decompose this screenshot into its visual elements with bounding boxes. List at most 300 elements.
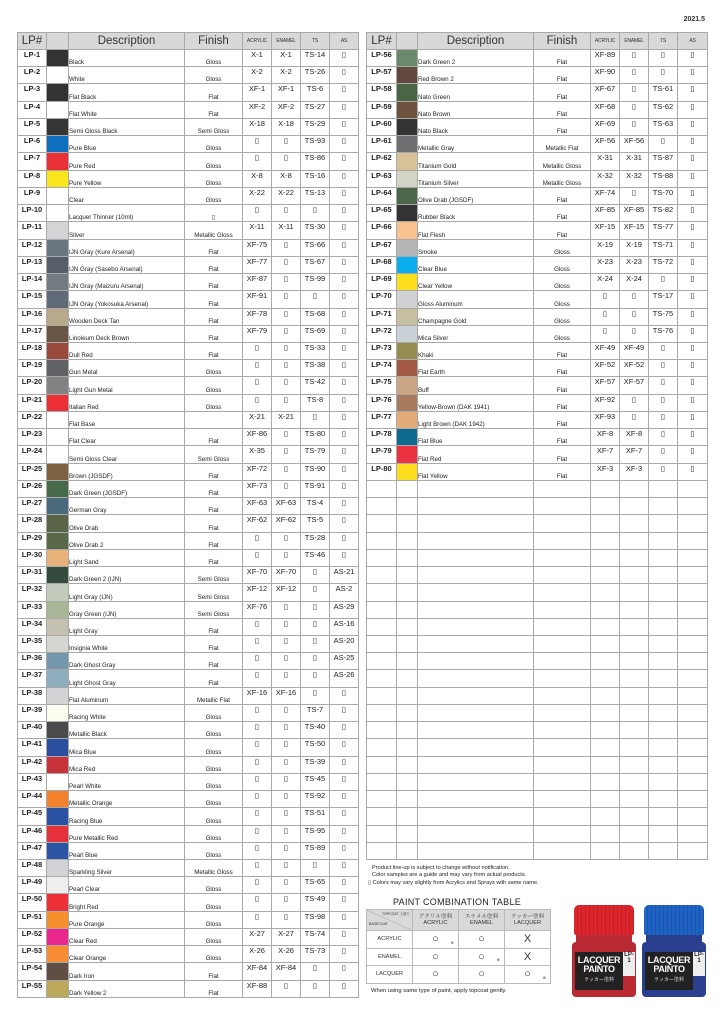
table-row	[18, 722, 359, 739]
ts-equivalent: ▯	[301, 860, 330, 877]
as-equivalent: ▯	[330, 136, 359, 153]
empty-cell	[534, 808, 591, 825]
color-swatch	[47, 136, 69, 153]
acrylic-equivalent: ▯	[243, 549, 272, 566]
as-equivalent: ▯	[678, 325, 708, 342]
color-swatch	[397, 136, 418, 153]
as-equivalent: ▯	[330, 222, 359, 239]
ts-equivalent: ▯	[649, 429, 678, 446]
paint-description: Light Gray (IJN)	[69, 584, 185, 601]
empty-cell	[678, 567, 708, 584]
acrylic-equivalent: XF-52	[591, 360, 620, 377]
lp-number: LP-71	[367, 308, 397, 325]
paint-description: Light Brown (DAK 1942)	[418, 411, 534, 428]
empty-cell	[620, 584, 649, 601]
acrylic-equivalent: X-24	[591, 274, 620, 291]
paint-description: Pure Metallic Red	[69, 825, 185, 842]
paint-description: Gun Metal	[69, 360, 185, 377]
as-equivalent: ▯	[330, 877, 359, 894]
enamel-equivalent: X-31	[620, 153, 649, 170]
empty-cell	[418, 549, 534, 566]
lp-number: LP-34	[18, 618, 47, 635]
paint-description: Dark Iron	[69, 963, 185, 980]
ts-equivalent: TS-63	[649, 118, 678, 135]
empty-cell	[678, 704, 708, 721]
empty-cell	[534, 515, 591, 532]
paint-description: Bright Red	[69, 894, 185, 911]
table-row	[18, 291, 359, 308]
lp-number: LP-53	[18, 946, 47, 963]
empty-cell	[649, 567, 678, 584]
paint-finish: Semi Gloss	[185, 584, 243, 601]
enamel-equivalent: ▯	[272, 980, 301, 997]
acrylic-equivalent: ▯	[243, 825, 272, 842]
paint-finish: Flat	[185, 101, 243, 118]
enamel-equivalent: XF-84	[272, 963, 301, 980]
paint-description: White	[69, 67, 185, 84]
acrylic-equivalent: X-26	[243, 946, 272, 963]
lp-number: LP-74	[367, 360, 397, 377]
empty-cell	[620, 635, 649, 652]
paint-finish: Flat	[534, 187, 591, 204]
color-swatch	[397, 256, 418, 273]
empty-cell	[678, 480, 708, 497]
enamel-equivalent: ▯	[272, 342, 301, 359]
lp-number: LP-29	[18, 532, 47, 549]
empty-cell	[649, 584, 678, 601]
as-equivalent: ▯	[330, 205, 359, 222]
empty-row	[367, 498, 708, 515]
as-equivalent: ▯	[678, 291, 708, 308]
lp-number: LP-1	[18, 50, 47, 67]
paint-finish: Flat	[185, 498, 243, 515]
as-equivalent: ▯	[678, 429, 708, 446]
compatibility-cell	[459, 966, 505, 984]
acrylic-equivalent: X-23	[591, 256, 620, 273]
empty-cell	[678, 842, 708, 859]
color-swatch	[47, 756, 69, 773]
enamel-equivalent: ▯	[620, 325, 649, 342]
note-line: ▯ Colors may vary slightly from Acrylics and Sprays with same name.	[368, 879, 539, 886]
as-equivalent: ▯	[330, 963, 359, 980]
lp-number: LP-10	[18, 205, 47, 222]
table-row	[18, 50, 359, 67]
empty-cell	[367, 549, 397, 566]
paint-description: Lacquer Thinner (10ml)	[69, 205, 185, 222]
color-swatch	[47, 773, 69, 790]
empty-cell	[649, 773, 678, 790]
ts-equivalent: TS-66	[301, 239, 330, 256]
as-equivalent: ▯	[330, 274, 359, 291]
acrylic-equivalent: ▯	[243, 653, 272, 670]
color-swatch	[47, 635, 69, 652]
paint-finish: Flat	[185, 670, 243, 687]
combination-row	[367, 931, 551, 949]
paint-finish: Flat	[534, 446, 591, 463]
empty-cell	[367, 567, 397, 584]
empty-cell	[418, 515, 534, 532]
paint-description: Pure Yellow	[69, 170, 185, 187]
empty-row	[367, 808, 708, 825]
color-swatch	[47, 170, 69, 187]
color-swatch	[47, 325, 69, 342]
note-mark: ※	[450, 939, 454, 945]
empty-cell	[534, 498, 591, 515]
empty-row	[367, 670, 708, 687]
lp-number: LP-26	[18, 480, 47, 497]
paint-finish: Flat	[185, 635, 243, 652]
paint-finish: Flat	[185, 429, 243, 446]
paint-description: Khaki	[418, 342, 534, 359]
paint-description: Semi Gloss Clear	[69, 446, 185, 463]
ts-equivalent: TS-33	[301, 342, 330, 359]
color-swatch	[397, 153, 418, 170]
lp-number: LP-69	[367, 274, 397, 291]
empty-cell	[367, 653, 397, 670]
as-equivalent: ▯	[330, 446, 359, 463]
acrylic-equivalent: ▯	[243, 377, 272, 394]
paint-description: Nato Green	[418, 84, 534, 101]
empty-cell	[649, 618, 678, 635]
color-swatch	[47, 205, 69, 222]
empty-cell	[367, 601, 397, 618]
combination-row	[367, 966, 551, 984]
header-jp: ラッカー塗料	[510, 913, 545, 920]
enamel-equivalent: X-32	[620, 170, 649, 187]
empty-cell	[591, 567, 620, 584]
as-equivalent: AS-25	[330, 653, 359, 670]
paint-finish: Gloss	[185, 704, 243, 721]
enamel-equivalent: X-24	[620, 274, 649, 291]
ts-equivalent: TS-71	[649, 239, 678, 256]
empty-cell	[418, 532, 534, 549]
table-row	[18, 601, 359, 618]
acrylic-equivalent: ▯	[243, 153, 272, 170]
color-swatch	[47, 584, 69, 601]
paint-description: Mica Blue	[69, 739, 185, 756]
ts-equivalent: TS-95	[301, 825, 330, 842]
ts-equivalent: TS-17	[649, 291, 678, 308]
table-row	[18, 498, 359, 515]
paint-finish: Gloss	[185, 170, 243, 187]
paint-finish	[185, 411, 243, 428]
acrylic-equivalent: XF-90	[591, 67, 620, 84]
ts-equivalent: ▯	[649, 67, 678, 84]
enamel-equivalent: ▯	[272, 618, 301, 635]
note-mark: ※	[496, 957, 500, 962]
ts-equivalent: ▯	[649, 394, 678, 411]
table-row	[18, 480, 359, 497]
enamel-equivalent: X-23	[620, 256, 649, 273]
empty-cell	[367, 791, 397, 808]
as-equivalent: ▯	[330, 325, 359, 342]
ts-equivalent: ▯	[649, 274, 678, 291]
ts-equivalent: TS-72	[649, 256, 678, 273]
enamel-equivalent: ▯	[620, 187, 649, 204]
empty-cell	[620, 618, 649, 635]
compatible-mark: ○	[478, 933, 485, 946]
acrylic-equivalent: ▯	[243, 739, 272, 756]
paint-finish: Gloss	[185, 136, 243, 153]
lp-number: LP-65	[367, 205, 397, 222]
empty-cell	[591, 756, 620, 773]
paint-description: Flat Earth	[418, 360, 534, 377]
paint-finish: Gloss	[185, 377, 243, 394]
lp-number: LP-80	[367, 463, 397, 480]
table-row	[18, 205, 359, 222]
empty-row	[367, 584, 708, 601]
ts-equivalent: TS-69	[301, 325, 330, 342]
acrylic-equivalent: XF-74	[591, 187, 620, 204]
paint-finish: Metallic Gloss	[185, 860, 243, 877]
as-equivalent: ▯	[330, 532, 359, 549]
lp-number: LP-32	[18, 584, 47, 601]
as-equivalent: ▯	[678, 187, 708, 204]
acrylic-equivalent: ▯	[243, 756, 272, 773]
empty-cell	[649, 687, 678, 704]
paint-finish: Flat	[534, 463, 591, 480]
paint-description: Nato Black	[418, 118, 534, 135]
paint-description: Dull Red	[69, 342, 185, 359]
color-swatch	[47, 50, 69, 67]
ts-equivalent: ▯	[649, 446, 678, 463]
empty-cell	[397, 549, 418, 566]
paint-description: Light Gray	[69, 618, 185, 635]
header-as: AS	[678, 33, 708, 50]
color-swatch	[47, 394, 69, 411]
empty-row	[367, 480, 708, 497]
empty-row	[367, 653, 708, 670]
lp-number: LP-54	[18, 963, 47, 980]
as-equivalent: ▯	[330, 67, 359, 84]
empty-cell	[397, 722, 418, 739]
ts-equivalent: TS-29	[301, 118, 330, 135]
color-swatch	[47, 498, 69, 515]
empty-cell	[397, 739, 418, 756]
ts-equivalent: ▯	[649, 136, 678, 153]
enamel-equivalent: XF-49	[620, 342, 649, 359]
paint-finish: Flat	[534, 50, 591, 67]
enamel-equivalent: ▯	[272, 480, 301, 497]
table-row	[18, 877, 359, 894]
empty-cell	[678, 549, 708, 566]
as-equivalent: ▯	[330, 480, 359, 497]
lp-number: LP-37	[18, 670, 47, 687]
paint-description: Buff	[418, 377, 534, 394]
enamel-equivalent: ▯	[620, 67, 649, 84]
ts-equivalent: TS-39	[301, 756, 330, 773]
header-swatch	[47, 33, 69, 50]
paint-finish: Flat	[185, 342, 243, 359]
empty-cell	[620, 808, 649, 825]
header-en: ACRYLIC	[423, 920, 448, 926]
acrylic-equivalent: ▯	[243, 773, 272, 790]
acrylic-equivalent: XF-63	[243, 498, 272, 515]
empty-cell	[620, 515, 649, 532]
jar-label	[575, 952, 623, 990]
empty-cell	[418, 480, 534, 497]
paint-description: Rubber Black	[418, 205, 534, 222]
empty-cell	[418, 825, 534, 842]
paint-finish: Gloss	[534, 291, 591, 308]
paint-description: Italian Red	[69, 394, 185, 411]
enamel-equivalent: ▯	[272, 377, 301, 394]
acrylic-equivalent: ▯	[243, 722, 272, 739]
empty-cell	[418, 567, 534, 584]
lp-number: LP-55	[18, 980, 47, 997]
paint-description: Light Sand	[69, 549, 185, 566]
acrylic-equivalent: XF-75	[243, 239, 272, 256]
enamel-equivalent: ▯	[620, 291, 649, 308]
enamel-equivalent: ▯	[272, 704, 301, 721]
color-swatch	[397, 222, 418, 239]
empty-cell	[620, 687, 649, 704]
enamel-equivalent: XF-15	[620, 222, 649, 239]
enamel-equivalent: XF-63	[272, 498, 301, 515]
paint-finish: Flat	[185, 980, 243, 997]
table-row	[367, 205, 708, 222]
compatibility-cell	[413, 931, 459, 949]
paint-finish: Flat	[185, 515, 243, 532]
lp-number: LP-56	[367, 50, 397, 67]
table-header	[18, 33, 359, 50]
paint-finish: Semi Gloss	[185, 601, 243, 618]
label-line1: LACQUER	[577, 955, 621, 965]
empty-cell	[678, 653, 708, 670]
enamel-equivalent: ▯	[272, 842, 301, 859]
empty-cell	[534, 687, 591, 704]
color-swatch	[397, 239, 418, 256]
paint-description: Flat Black	[69, 84, 185, 101]
ts-equivalent: TS-86	[301, 153, 330, 170]
enamel-equivalent: ▯	[272, 670, 301, 687]
ts-equivalent: TS-92	[301, 791, 330, 808]
empty-cell	[649, 670, 678, 687]
as-equivalent: ▯	[330, 946, 359, 963]
empty-cell	[397, 498, 418, 515]
color-swatch	[47, 877, 69, 894]
lp-number: LP-23	[18, 429, 47, 446]
paint-finish: Gloss	[185, 394, 243, 411]
acrylic-equivalent: XF-15	[591, 222, 620, 239]
paint-description: IJN Gray (Kure Arsenal)	[69, 239, 185, 256]
table-row	[18, 963, 359, 980]
paint-description: Pure Blue	[69, 136, 185, 153]
lp-number: LP-73	[367, 342, 397, 359]
empty-cell	[397, 480, 418, 497]
paint-finish: Gloss	[185, 877, 243, 894]
enamel-equivalent: ▯	[620, 394, 649, 411]
empty-cell	[620, 670, 649, 687]
enamel-equivalent: XF-57	[620, 377, 649, 394]
acrylic-equivalent: ▯	[591, 291, 620, 308]
paint-description: Metallic Gray	[418, 136, 534, 153]
as-equivalent: ▯	[678, 170, 708, 187]
as-equivalent: ▯	[330, 291, 359, 308]
lp-number: LP-3	[18, 84, 47, 101]
enamel-equivalent: ▯	[620, 84, 649, 101]
table-row	[18, 67, 359, 84]
empty-cell	[534, 618, 591, 635]
ts-equivalent: TS-13	[301, 187, 330, 204]
color-swatch	[47, 670, 69, 687]
table-row	[18, 635, 359, 652]
paint-description: Racing Blue	[69, 808, 185, 825]
paint-description: Red Brown 2	[418, 67, 534, 84]
enamel-equivalent: ▯	[272, 239, 301, 256]
color-swatch	[47, 653, 69, 670]
enamel-equivalent: X-2	[272, 67, 301, 84]
table-row	[18, 928, 359, 945]
acrylic-equivalent: X-18	[243, 118, 272, 135]
paint-description: Pearl Blue	[69, 842, 185, 859]
color-swatch	[47, 791, 69, 808]
table-row	[18, 653, 359, 670]
table-row	[18, 446, 359, 463]
empty-cell	[649, 498, 678, 515]
paint-description: Dark Green (JGSDF)	[69, 480, 185, 497]
paint-finish: Flat	[534, 101, 591, 118]
paint-finish: Flat	[185, 653, 243, 670]
paint-description: IJN Gray (Maizuru Arsenal)	[69, 274, 185, 291]
color-swatch	[47, 980, 69, 997]
lp-number: LP-33	[18, 601, 47, 618]
color-swatch	[47, 911, 69, 928]
compatibility-cell	[505, 966, 551, 984]
table-row	[18, 394, 359, 411]
paint-finish: Flat	[185, 274, 243, 291]
empty-cell	[591, 498, 620, 515]
lp-number: LP-72	[367, 325, 397, 342]
empty-cell	[534, 549, 591, 566]
lp-number: LP-11	[18, 222, 47, 239]
lp-number: LP-52	[18, 928, 47, 945]
acrylic-equivalent: XF-62	[243, 515, 272, 532]
lp-number: LP-38	[18, 687, 47, 704]
empty-row	[367, 635, 708, 652]
label-line2: PAINTO	[583, 964, 615, 974]
enamel-equivalent: XF-12	[272, 584, 301, 601]
color-swatch	[47, 704, 69, 721]
empty-cell	[367, 722, 397, 739]
acrylic-equivalent: ▯	[243, 842, 272, 859]
lp-number: LP-57	[367, 67, 397, 84]
paint-description: Flat Base	[69, 411, 185, 428]
topcoat-header-lacquer	[505, 910, 551, 931]
acrylic-equivalent: XF-87	[243, 274, 272, 291]
enamel-equivalent: ▯	[272, 635, 301, 652]
ts-equivalent: TS-88	[649, 170, 678, 187]
color-swatch	[47, 601, 69, 618]
paint-finish: Flat	[534, 360, 591, 377]
color-swatch	[397, 170, 418, 187]
table-header	[367, 33, 708, 50]
ts-equivalent: TS-30	[301, 222, 330, 239]
jar-label	[645, 952, 693, 990]
lp-number: LP-2	[18, 67, 47, 84]
table-row	[367, 153, 708, 170]
empty-cell	[591, 584, 620, 601]
compatibility-cell	[505, 931, 551, 949]
acrylic-equivalent: XF-73	[243, 480, 272, 497]
paint-description: Nato Brown	[418, 101, 534, 118]
product-image	[572, 905, 712, 997]
acrylic-equivalent: XF-72	[243, 463, 272, 480]
paint-description: Dark Green 2 (IJN)	[69, 567, 185, 584]
empty-cell	[649, 549, 678, 566]
empty-cell	[418, 687, 534, 704]
as-equivalent: ▯	[330, 256, 359, 273]
